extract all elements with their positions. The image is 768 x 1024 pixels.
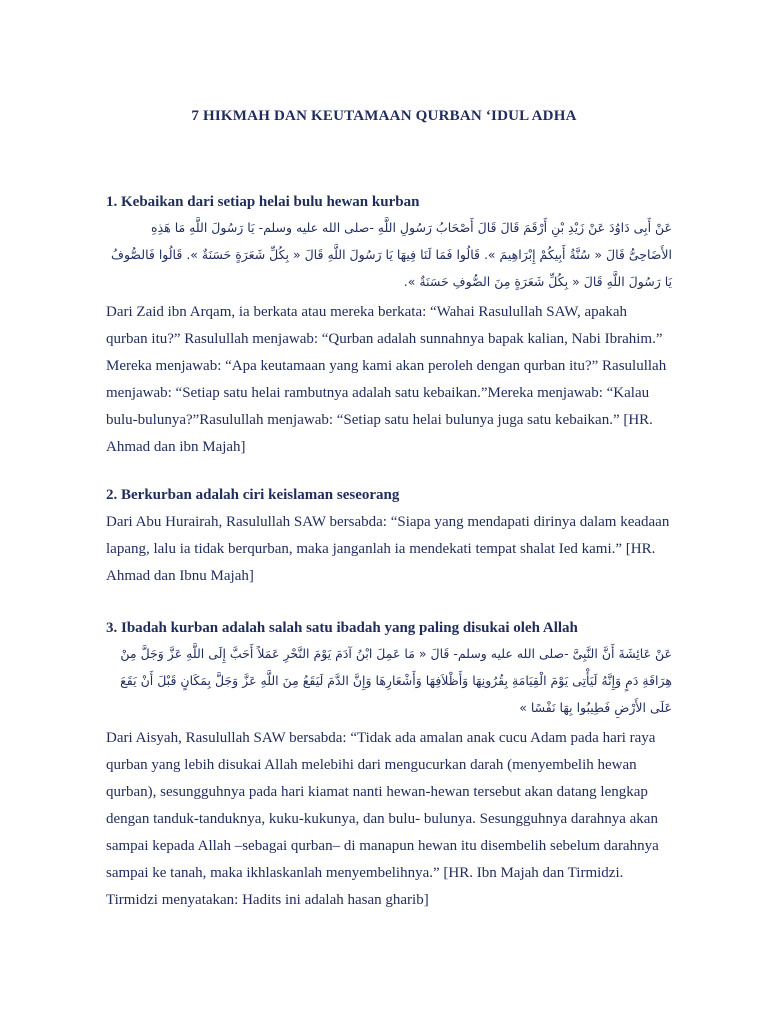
- arabic-hadith: عَنْ عَائِشَةَ أَنَّ النَّبِىَّ -صلى الله عليه وسلم- قَالَ « مَا عَمِلَ ابْنُ آدَمَ يَوْمَ النَّحْرِ عَمَلاً أَحَبَّ إِلَى اللَّهِ عَزَّ وَجَلَّ مِنْ هِرَاقَةِ دَمٍ وَإِنَّهُ لَيَأْتِى يَوْمَ الْقِيَامَةِ بِقُرُونِهَا وَأَظْلاَفِهَا وَأَشْعَارِهَا وَإِنَّ الدَّمَ لَيَقَعُ مِنَ اللَّهِ عَزَّ وَجَلَّ بِمَكَانٍ قَبْلَ أَنْ يَقَعَ عَلَى الأَرْضِ فَطِيبُوا بِهَا نَفْسًا »: [120, 646, 672, 715]
- section-text: Dari Zaid ibn Arqam, ia berkata atau mereka berkata: “Wahai Rasulullah SAW, apakah qurban itu?” Rasulullah menjawab: “Qurban adalah sunnahnya bapak kalian, Nabi Ibrahim.” Mereka menjawab: “Apa keutamaan yang kami akan peroleh dengan qurban itu?” Rasulullah menjawab: “Setiap satu helai rambutnya adalah satu kebaikan.”Mereka menjawab: “Kalau bulu-bulunya?”Rasulullah menjawab: “Setiap satu helai bulunya juga satu kebaikan.” [HR. Ahmad dan ibn Majah]: [106, 304, 667, 455]
- section-heading: 1. Kebaikan dari setiap helai bulu hewan kurban: [106, 194, 420, 210]
- arabic-hadith: عَنْ أَبِى دَاوُدَ عَنْ زَيْدِ بْنِ أَرْقَمَ قَالَ قَالَ أَصْحَابُ رَسُولِ اللَّهِ -صلى الله عليه وسلم- يَا رَسُولَ اللَّهِ مَا هَذِهِ الأَضَاحِىُّ قَالَ « سُنَّةُ أَبِيكُمْ إِبْرَاهِيمَ ». قَالُوا فَمَا لَنَا فِيهَا يَا رَسُولَ اللَّهِ قَالَ « بِكُلِّ شَعَرَةٍ حَسَنَةٌ ». قَالُوا فَالصُّوفُ يَا رَسُولَ اللَّهِ قَالَ « بِكُلِّ شَعَرَةٍ مِنَ الصُّوفِ حَسَنَةٌ ».: [111, 220, 672, 289]
- section-heading: 2. Berkurban adalah ciri keislaman seseorang: [106, 487, 400, 503]
- document-title: 7 HIKMAH DAN KEUTAMAAN QURBAN ‘IDUL ADHA: [191, 108, 577, 124]
- section-1: [106, 192, 672, 461]
- section-heading: 3. Ibadah kurban adalah salah satu ibadah yang paling disukai oleh Allah: [106, 620, 578, 636]
- section-text: Dari Abu Hurairah, Rasulullah SAW bersabda: “Siapa yang mendapati dirinya dalam keadaan lapang, lalu ia tidak berqurban, maka janganlah ia mendekati tempat shalat Ied kami.” [HR. Ahmad dan Ibnu Majah]: [106, 514, 670, 584]
- section-text: Dari Aisyah, Rasulullah SAW bersabda: “Tidak ada amalan anak cucu Adam pada hari raya qurban yang lebih disukai Allah melebihi dari mengucurkan darah (menyembelih hewan qurban), sesungguhnya pada hari kiamat nanti hewan-hewan tersebut akan datang lengkap dengan tanduk-tanduknya, kuku-kukunya, dan bulu- bulunya. Sesungguhnya darahnya akan sampai kepada Allah –sebagai qurban– di manapun hewan itu disembelih sebelum darahnya sampai ke tanah, maka ikhlaskanlah menyembelihnya.” [HR. Ibn Majah dan Tirmidzi. Tirmidzi menyatakan: Hadits ini adalah hasan gharib]: [106, 730, 659, 908]
- section-2: [106, 485, 672, 590]
- section-3: [106, 618, 672, 914]
